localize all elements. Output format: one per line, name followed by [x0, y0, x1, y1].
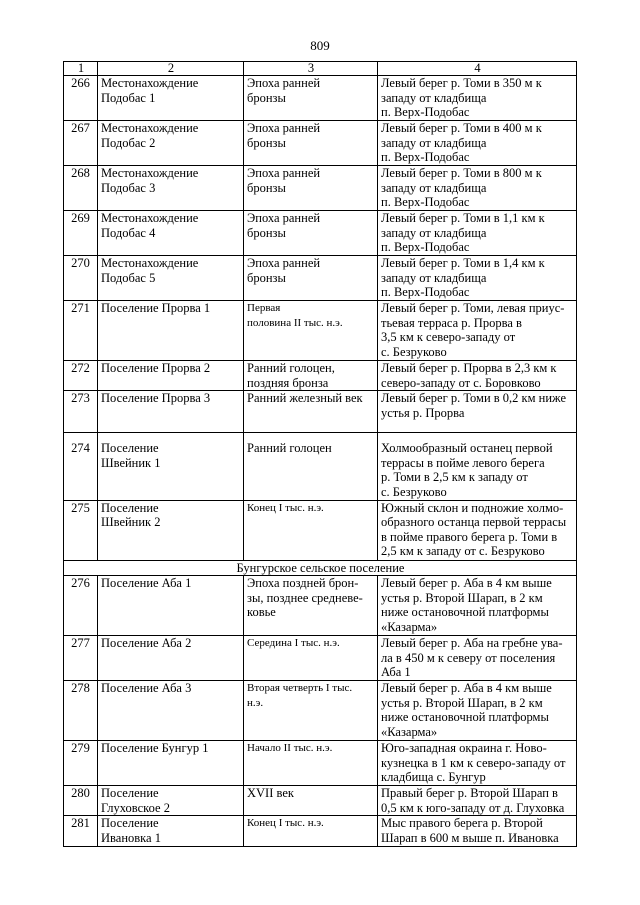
table-row — [64, 166, 577, 211]
section-header-row — [64, 560, 577, 576]
site-period: XVII век — [244, 786, 378, 816]
site-name: Местонахождение Подобас 5 — [98, 256, 244, 301]
row-number: 271 — [64, 301, 98, 361]
site-period: Начало II тыс. н.э. — [244, 741, 378, 786]
site-name: Поселение Прорва 1 — [98, 301, 244, 361]
site-name: Поселение Прорва 2 — [98, 361, 244, 391]
row-number: 277 — [64, 636, 98, 681]
table-row — [64, 500, 577, 560]
column-header: 2 — [98, 62, 244, 76]
table-row — [64, 121, 577, 166]
row-number: 273 — [64, 391, 98, 433]
table-row — [64, 681, 577, 741]
site-name: Поселение Бунгур 1 — [98, 741, 244, 786]
site-location: Левый берег р. Аба на гребне ува- ла в 450 м к северу от поселения Аба 1 — [378, 636, 577, 681]
row-number: 272 — [64, 361, 98, 391]
table-row — [64, 391, 577, 433]
site-period: Конец I тыс. н.э. — [244, 500, 378, 560]
column-header: 1 — [64, 62, 98, 76]
table-row — [64, 786, 577, 816]
site-location: Южный склон и подножие холмо- образного останца первой террасы в пойме правого берега р. Томи в 2,5 км к западу от с. Безруково — [378, 500, 577, 560]
row-number: 270 — [64, 256, 98, 301]
row-number: 267 — [64, 121, 98, 166]
table-row — [64, 741, 577, 786]
table-row — [64, 433, 577, 500]
site-location: Холмообразный останец первой террасы в пойме левого берега р. Томи в 2,5 км к западу от с. Безруково — [378, 433, 577, 500]
table-row — [64, 636, 577, 681]
table-header-row — [64, 62, 577, 76]
page-number: 809 — [310, 38, 330, 53]
site-name: Поселение Глуховское 2 — [98, 786, 244, 816]
site-location: Левый берег р. Томи в 1,1 км к западу от кладбища п. Верх-Подобас — [378, 211, 577, 256]
row-number: 276 — [64, 576, 98, 636]
site-period: Эпоха ранней бронзы — [244, 121, 378, 166]
site-name: Поселение Аба 1 — [98, 576, 244, 636]
site-period: Вторая четверть I тыс. н.э. — [244, 681, 378, 741]
table-row — [64, 76, 577, 121]
site-name: Местонахождение Подобас 1 — [98, 76, 244, 121]
site-period: Ранний голоцен — [244, 433, 378, 500]
row-number: 266 — [64, 76, 98, 121]
site-period: Эпоха ранней бронзы — [244, 76, 378, 121]
site-location: Левый берег р. Томи в 400 м к западу от кладбища п. Верх-Подобас — [378, 121, 577, 166]
site-name: Поселение Аба 3 — [98, 681, 244, 741]
site-period: Эпоха ранней бронзы — [244, 256, 378, 301]
site-name: Поселение Швейник 1 — [98, 433, 244, 500]
site-period: Эпоха ранней бронзы — [244, 166, 378, 211]
row-number: 280 — [64, 786, 98, 816]
site-name: Местонахождение Подобас 2 — [98, 121, 244, 166]
section-title: Бунгурское сельское поселение — [64, 560, 577, 576]
site-name: Поселение Швейник 2 — [98, 500, 244, 560]
table-row — [64, 361, 577, 391]
site-period: Середина I тыс. н.э. — [244, 636, 378, 681]
row-number: 279 — [64, 741, 98, 786]
column-header: 4 — [378, 62, 577, 76]
site-name: Поселение Ивановка 1 — [98, 816, 244, 846]
site-location: Левый берег р. Томи в 1,4 км к западу от кладбища п. Верх-Подобас — [378, 256, 577, 301]
site-name: Местонахождение Подобас 4 — [98, 211, 244, 256]
site-period: Эпоха ранней бронзы — [244, 211, 378, 256]
site-period: Ранний голоцен, поздняя бронза — [244, 361, 378, 391]
site-location: Левый берег р. Томи в 800 м к западу от кладбища п. Верх-Подобас — [378, 166, 577, 211]
column-header: 3 — [244, 62, 378, 76]
site-location: Левый берег р. Томи в 0,2 км ниже устья р. Прорва — [378, 391, 577, 433]
site-location: Левый берег р. Аба в 4 км выше устья р. Второй Шарап, в 2 км ниже остановочной платформы «Казарма» — [378, 576, 577, 636]
site-period: Эпоха поздней брон- зы, позднее средневе- ковье — [244, 576, 378, 636]
table-row — [64, 816, 577, 846]
site-location: Левый берег р. Аба в 4 км выше устья р. Второй Шарап, в 2 км ниже остановочной платформы «Казарма» — [378, 681, 577, 741]
site-name: Поселение Аба 2 — [98, 636, 244, 681]
site-location: Правый берег р. Второй Шарап в 0,5 км к юго-западу от д. Глуховка — [378, 786, 577, 816]
row-number: 274 — [64, 433, 98, 500]
site-location: Мыс правого берега р. Второй Шарап в 600 м выше п. Ивановка — [378, 816, 577, 846]
site-location: Левый берег р. Томи в 350 м к западу от кладбища п. Верх-Подобас — [378, 76, 577, 121]
table-row — [64, 576, 577, 636]
site-period: Ранний железный век — [244, 391, 378, 433]
table-row — [64, 256, 577, 301]
table-row — [64, 211, 577, 256]
site-location: Левый берег р. Прорва в 2,3 км к северо-западу от с. Боровково — [378, 361, 577, 391]
row-number: 281 — [64, 816, 98, 846]
table-row — [64, 301, 577, 361]
row-number: 269 — [64, 211, 98, 256]
site-name: Местонахождение Подобас 3 — [98, 166, 244, 211]
site-location: Юго-западная окраина г. Ново- кузнецка в 1 км к северо-западу от кладбища с. Бунгур — [378, 741, 577, 786]
row-number: 278 — [64, 681, 98, 741]
row-number: 275 — [64, 500, 98, 560]
row-number: 268 — [64, 166, 98, 211]
site-name: Поселение Прорва 3 — [98, 391, 244, 433]
site-location: Левый берег р. Томи, левая приус- тьевая терраса р. Прорва в 3,5 км к северо-западу от с. Безруково — [378, 301, 577, 361]
monuments-table — [63, 61, 577, 847]
site-period: Первая половина II тыс. н.э. — [244, 301, 378, 361]
site-period: Конец I тыс. н.э. — [244, 816, 378, 846]
